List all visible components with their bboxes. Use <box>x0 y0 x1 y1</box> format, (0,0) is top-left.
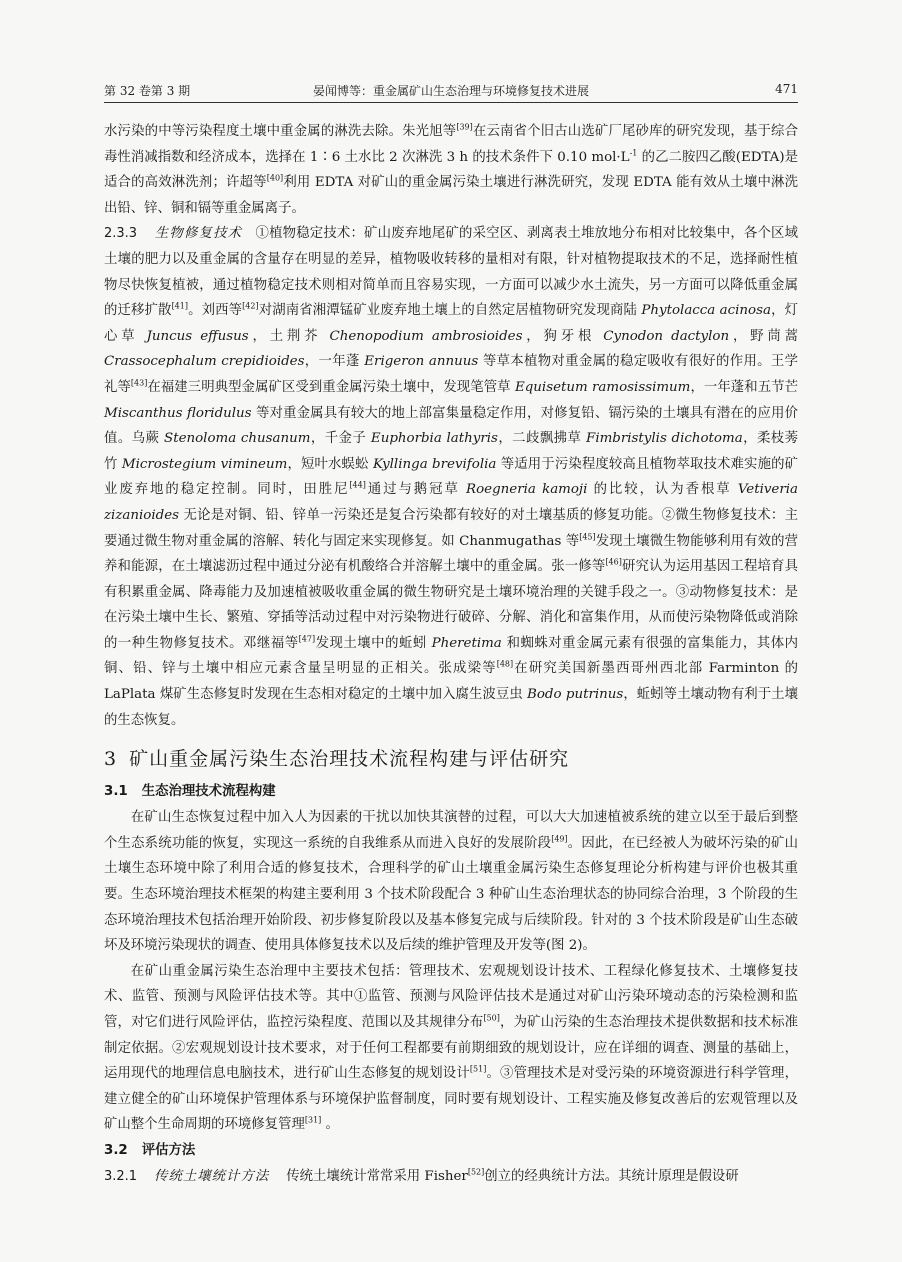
text-run: 和蜘蛛对重金属元素有很强的富集能力，其体内铜、铅、锌与土壤中相应元素含量呈明显的正相关。张成梁等 <box>104 635 798 677</box>
paragraph-main-techniques <box>104 959 798 1138</box>
text-run: 。 <box>321 1117 339 1133</box>
species-name: Cynodon dactylon <box>603 328 730 344</box>
subsection-title: 评估方法 <box>141 1142 196 1158</box>
section-title: 矿山重金属污染生态治理技术流程构建与评估研究 <box>129 748 570 771</box>
text-run: 。刘西等 <box>187 303 243 319</box>
citation: [43] <box>130 378 148 388</box>
text-run: 在矿山生态恢复过程中加入人为因素的干扰以加快其演替的过程，可以大大加速植被系统的建立以至于最后到整个生态系统功能的恢复，实现这一系统的自我维系从而进入良好的发展阶段 <box>104 810 798 851</box>
paragraph-framework <box>104 805 798 959</box>
text-run: 创立的经典统计方法。其统计原理是假设研 <box>484 1168 739 1184</box>
journal-volume: 第 32 卷第 3 期 <box>104 84 191 98</box>
text-run: 水污染的中等污染程度土壤中重金属的淋洗去除。朱光旭等 <box>104 124 457 139</box>
subsection-number: 3.2.1 <box>104 1168 138 1184</box>
text-run: ，短叶水蜈蚣 <box>287 456 373 472</box>
text-run: ，一年蓬 <box>304 354 365 370</box>
text-run: 在矿山重金属污染生态治理中主要技术包括：管理技术、宏观规划设计技术、工程绿化修复技术、土壤修复技术、监管、预测与风险评估技术等。其中①监管、预测与风险评估技术是通过对矿山污染环境动态的污染检测和监管，对它们进行风险评估，监控污染程度、范围以及其规律分布 <box>104 963 798 1030</box>
text-run: ，柔枝莠竹 <box>104 431 799 472</box>
citation: [46] <box>605 557 622 567</box>
paragraph-bioremediation <box>104 221 798 733</box>
text-run: ，为矿山污染的生态治理技术提供数据和技术标准制定依据。②宏观规划设计技术要求，对于任何工程都要有前期细致的规划设计，应在详细的调查、测量的基础上，运用现代的地理信息电脑技术，进行矿山生态修复的规划设计 <box>104 1015 799 1082</box>
subsection-number: 2.3.3 <box>104 226 138 242</box>
citation: [42] <box>242 301 259 311</box>
citation: [50] <box>483 1013 500 1023</box>
text-run: 通过与鹅冠草 <box>365 482 467 498</box>
species-name: Miscanthus floridulus <box>104 405 252 421</box>
citation: [52] <box>467 1167 485 1177</box>
subsection-heading-3-1 <box>104 779 798 805</box>
text-run: 的乙二胺四乙酸(EDTA)是适合的高效淋洗剂；许超等 <box>104 149 798 191</box>
text-run: ，狗牙根 <box>522 328 604 344</box>
section-number: 3 <box>104 748 118 771</box>
unit-superscript: -1 <box>629 148 638 158</box>
text-run: 传统土壤统计常常采用 Fisher <box>286 1168 468 1184</box>
subsection-number: 3.2 <box>104 1142 128 1158</box>
text-run: ，一年蓬和五节芒 <box>690 379 798 395</box>
subsection-title: 传统土壤统计方法 <box>154 1168 270 1184</box>
species-name: Juncus effusus <box>146 328 249 344</box>
text-run: 研究认为运用基因工程培育具有积累重金属、降毒能力及加速植被吸收重金属的微生物研究是土壤环境治理的关键手段之一。③动物修复技术：是在污染土壤中生长、繁殖、穿插等活动过程中对污染物进行破碎、分解、消化和富集作用，从而使污染物降低或消除的一种生物修复技术。邓继福等 <box>104 559 798 651</box>
text-run: 的比较，认为香根草 <box>587 482 738 498</box>
text-run: 发现土壤微生物能够利用有效的营养和能源，在土壤滤沥过程中通过分泌有机酸络合并溶解土壤中的重金属。张一修等 <box>104 533 798 575</box>
species-name: Vetiveria zizanioides <box>104 482 799 523</box>
species-name: Fimbristylis dichotoma <box>586 431 743 447</box>
text-run: ，野茼蒿 <box>729 328 799 344</box>
species-name: Stenoloma chusanum <box>164 431 311 447</box>
species-name: Kyllinga brevifolia <box>372 456 497 472</box>
text-run: 无论是对铜、铅、锌单一污染还是复合污染都有较好的对土壤基质的修复功能。②微生物修复技术：主要通过微生物对重金属的溶解、转化与固定来实现修复。如 Chanmugathas 等 <box>104 507 798 549</box>
species-name: Microstegium vimineum <box>121 456 288 472</box>
text-run: 。因此，在已经被人为破坏污染的矿山土壤生态环境中除了利用合适的修复技术，合理科学的矿山土壤重金属污染生态修复理论分析构建与评价也极其重要。生态环境治理技术框架的构建主要利用 3 个技术阶段配合 3 种矿山生态治理状态的协同综合治理，3 个阶段的生态环境治理技术包括治理开始阶段、初步修复阶段以及基本修复完成与后续阶段。针对的 3 个技术阶段是矿山生态破坏及环境污染现状的调查、使用具体修复技术以及后续的维护管理及开发等(图 2)。 <box>104 835 799 954</box>
text-run: 发现土壤中的蚯蚓 <box>315 635 432 651</box>
species-name: Chenopodium ambrosioides <box>329 328 523 344</box>
citation: [48] <box>496 660 514 669</box>
text-run: ①植物稳定技术：矿山废弃地尾矿的采空区、剥离表土堆放地分布相对比较集中，各个区域土壤的肥力以及重金属的含量存在明显的差异，植物吸收转移的量相对有限，针对植物提取技术的不足，选择耐性植物尽快恢复植被，通过植物稳定技术则相对简单而且容易实现，一方面可以减少水土流失，另一方面可以降低重金属的迁移扩散 <box>104 226 798 319</box>
running-header <box>104 80 798 103</box>
section-heading-3 <box>104 743 798 775</box>
paragraph-soil-washing <box>104 119 798 221</box>
species-name: Equisetum ramosissimum <box>514 379 691 395</box>
citation: [49] <box>551 834 568 844</box>
subsection-number: 3.1 <box>104 784 128 800</box>
species-name: Pheretima <box>431 635 502 651</box>
subsection-heading-3-2 <box>104 1138 798 1164</box>
running-title: 晏闻博等：重金属矿山生态治理与环境修复技术进展 <box>312 84 589 98</box>
text-run: 在研究美国新墨西哥州西北部 Farminton 的 LaPlata 煤矿生态修复时发现在生态相对稳定的土壤中加入腐生波豆虫 <box>104 661 799 703</box>
species-name: Bodo putrinus <box>527 687 624 703</box>
text-run: ，千金子 <box>310 431 371 447</box>
text-run: 在云南省个旧古山选矿厂尾砂库的研究发现，基于综合毒性消减指数和经济成本，选择在 1∶6 土水比 2 次淋洗 3 h 的技术条件下 0.10 mol·L <box>104 124 799 165</box>
text-run: 对湖南省湘潭锰矿业废弃地土壤上的自然定居植物研究发现商陆 <box>258 303 642 319</box>
species-name: Euphorbia lathyris <box>370 431 498 447</box>
citation: [39] <box>456 122 473 132</box>
subsection-title: 生物修复技术 <box>154 226 243 242</box>
text-run: ，土荆芥 <box>248 328 330 344</box>
text-run: 等草本植物对重金属的稳定吸收有很好的作用。王学礼等 <box>104 354 798 395</box>
citation: [47] <box>298 634 316 644</box>
subsection-title: 生态治理技术流程构建 <box>141 784 276 800</box>
citation: [51] <box>469 1064 487 1074</box>
citation: [44] <box>349 480 366 490</box>
citation: [45] <box>579 532 596 542</box>
text-run: ，蚯蚓等土壤动物有利于土壤的生态恢复。 <box>104 687 798 728</box>
text-run: 等适用于污染程度较高且植物萃取技术难实施的矿业废弃地的稳定控制。同时，田胜尼 <box>104 456 799 498</box>
citation: [31] <box>304 1115 322 1125</box>
citation: [40] <box>266 173 284 183</box>
page-number: 471 <box>775 82 798 96</box>
article-body <box>104 119 798 1190</box>
citation: [41] <box>171 301 188 311</box>
text-run: 。③管理技术是对受污染的环境资源进行科学管理，建立健全的矿山环境保护管理体系与环境保护监督制度，同时要有规划设计、工程实施及修复改善后的宏观管理以及矿山整个生命周期的环境修复管理 <box>104 1066 798 1133</box>
species-name: Crassocephalum crepidioides <box>104 354 305 370</box>
text-run: 等对重金属具有较大的地上部富集量稳定作用，对修复铅、镉污染的土壤具有潜在的应用价值。乌蕨 <box>104 405 798 447</box>
text-run: ，二歧飘拂草 <box>497 431 587 447</box>
species-name: Phytolacca acinosa <box>641 303 771 319</box>
text-run: ，灯心草 <box>104 303 798 344</box>
species-name: Erigeron annuus <box>364 354 479 370</box>
species-name: Roegneria kamoji <box>466 482 588 498</box>
paragraph-statistics <box>104 1164 798 1190</box>
text-run: 在福建三明典型金属矿区受到重金属污染土壤中，发现笔管草 <box>147 379 515 395</box>
text-run: 利用 EDTA 对矿山的重金属污染土壤进行淋洗研究，发现 EDTA 能有效从土壤中淋洗出铅、锌、铜和镉等重金属离子。 <box>104 175 798 216</box>
